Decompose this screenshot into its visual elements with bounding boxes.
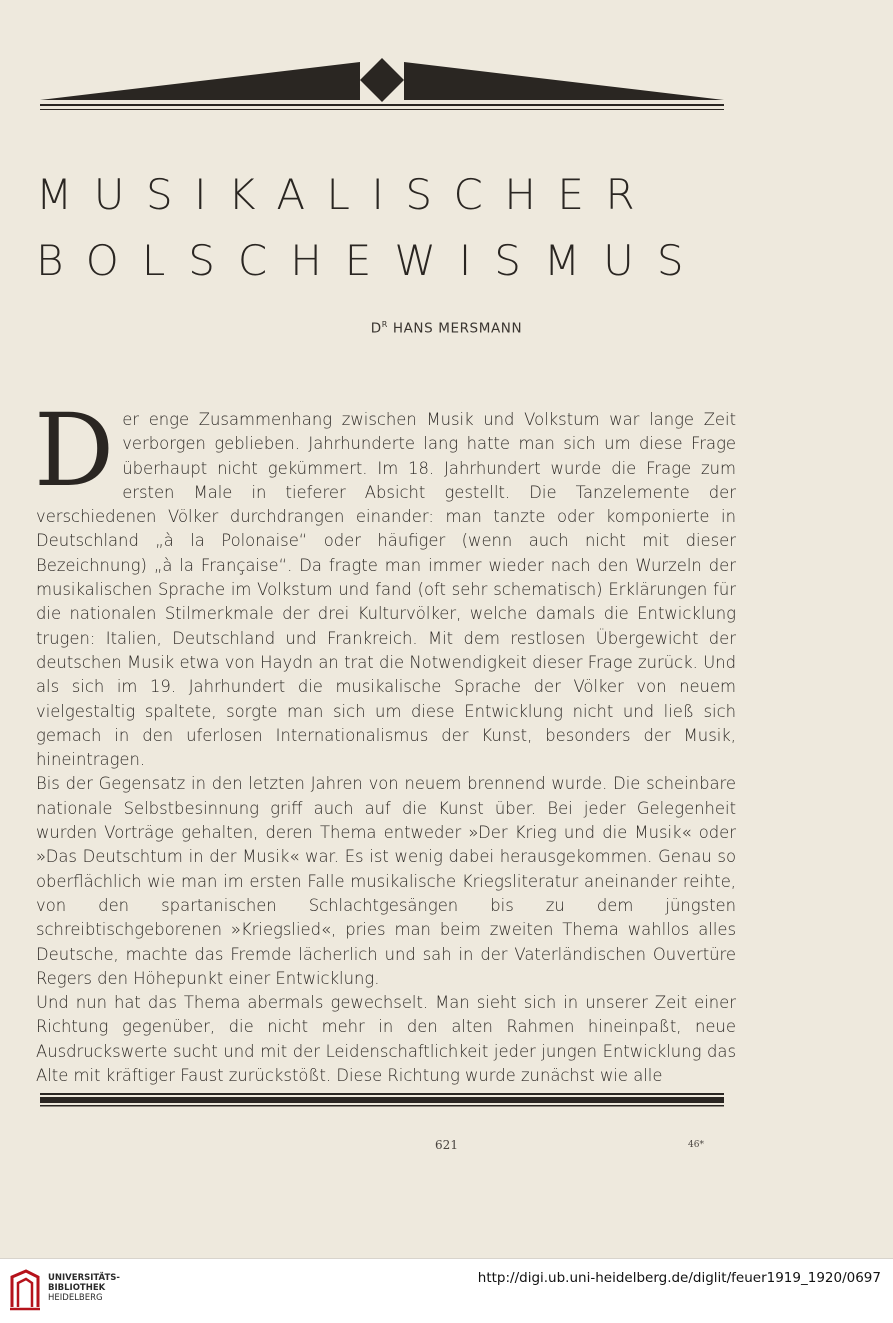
viewer-footer bbox=[0, 1258, 893, 1323]
sheet-signature: 46* bbox=[688, 1140, 704, 1150]
footer-rule bbox=[40, 1093, 724, 1107]
paragraph-1-text: er enge Zusammenhang zwischen Musik und Volkstum war lange Zeit verborgen geblieben. Jahrhunderte lang hatte man sich um diese Frage überhaupt nicht gekümmert. Im 18. Jahrhundert wurde die Frage zum ersten Male in tieferer Absicht gestellt. Die Tanzelemente der verschiedenen Völker durchdrangen einander: man tanzte oder komponierte in Deutschland „à la Polonaise“ oder häufiger (wenn auch nicht mit dieser Bezeichnung) „à la Française“. Da fragte man immer wieder nach den Wurzeln der musikalischen Sprache im Volkstum und fand (oft sehr schematisch) Erklärungen für die nationalen Stilmerkmale der drei Kulturvölker, welche damals die Entwicklung trugen: Italien, Deutschland und Frankreich. Mit dem restlosen Übergewicht der deutschen Musik etwa von Haydn an trat die Notwendigkeit dieser Frage zurück. Und als sich im 19. Jahrhundert die musikalische Sprache der Völker von neuem vielgestaltig spaltete, sorgte man sich um diese Entwicklung nicht und ließ sich gemach in den uferlosen Internationalismus der Kunst, besonders der Musik, hineintragen. bbox=[36, 410, 736, 770]
author-name: HANS MERSMANN bbox=[387, 320, 523, 337]
article-body bbox=[34, 392, 736, 1088]
drop-cap: D bbox=[34, 392, 115, 509]
article-title-line2: BOLSCHEWISMUS bbox=[36, 236, 707, 285]
paragraph-2: Bis der Gegensatz in den letzten Jahren von neuem brennend wurde. Die scheinbare nationale Selbstbesinnung griff auch auf die Kunst über. Bei jeder Gelegenheit wurden Vorträge gehalten, deren Thema entweder »Der Krieg und die Musik« oder »Das Deutschtum in der Musik« war. Es ist wenig dabei herausgekommen. Genau so oberflächlich wie man im ersten Falle musikalische Kriegsliteratur aneinander reihte, von den spartanischen Schlachtgesängen bis zu dem jüngsten schreibtischgeborenen »Kriegslied«, pries man beim zweiten Thema wahllos alles Deutsche, machte das Fremde lächerlich und sah in der Vaterländischen Ouvertüre Regers den Höhepunkt einer Entwicklung. bbox=[36, 774, 736, 988]
paragraph-1 bbox=[34, 392, 736, 772]
library-name[interactable] bbox=[48, 1273, 120, 1303]
library-name-line2: BIBLIOTHEK bbox=[48, 1283, 106, 1293]
library-name-line3: HEIDELBERG bbox=[48, 1293, 103, 1303]
paragraph-3: Und nun hat das Thema abermals gewechselt. Man sieht sich in unserer Zeit einer Richtung gegenüber, die nicht mehr in den alten Rahmen hineinpaßt, neue Ausdruckswerte sucht und mit der Leidenschaftlichkeit jeder jungen Entwicklung das Alte mit kräftiger Faust zurückstößt. Diese Richtung wurde zunächst wie alle bbox=[36, 993, 736, 1086]
author-prefix: D bbox=[370, 320, 382, 337]
header-ornament bbox=[40, 56, 724, 114]
article-title-line1: MUSIKALISCHER bbox=[36, 170, 657, 219]
page-number: 621 bbox=[435, 1138, 458, 1152]
source-url-link[interactable]: http://digi.ub.uni-heidelberg.de/diglit/feuer1919_1920/0697 bbox=[477, 1270, 881, 1286]
library-logo-icon[interactable] bbox=[8, 1267, 42, 1313]
author-byline bbox=[0, 320, 893, 337]
author-prefix-super: R bbox=[381, 320, 388, 329]
library-name-line1: UNIVERSITÄTS- bbox=[48, 1273, 120, 1283]
